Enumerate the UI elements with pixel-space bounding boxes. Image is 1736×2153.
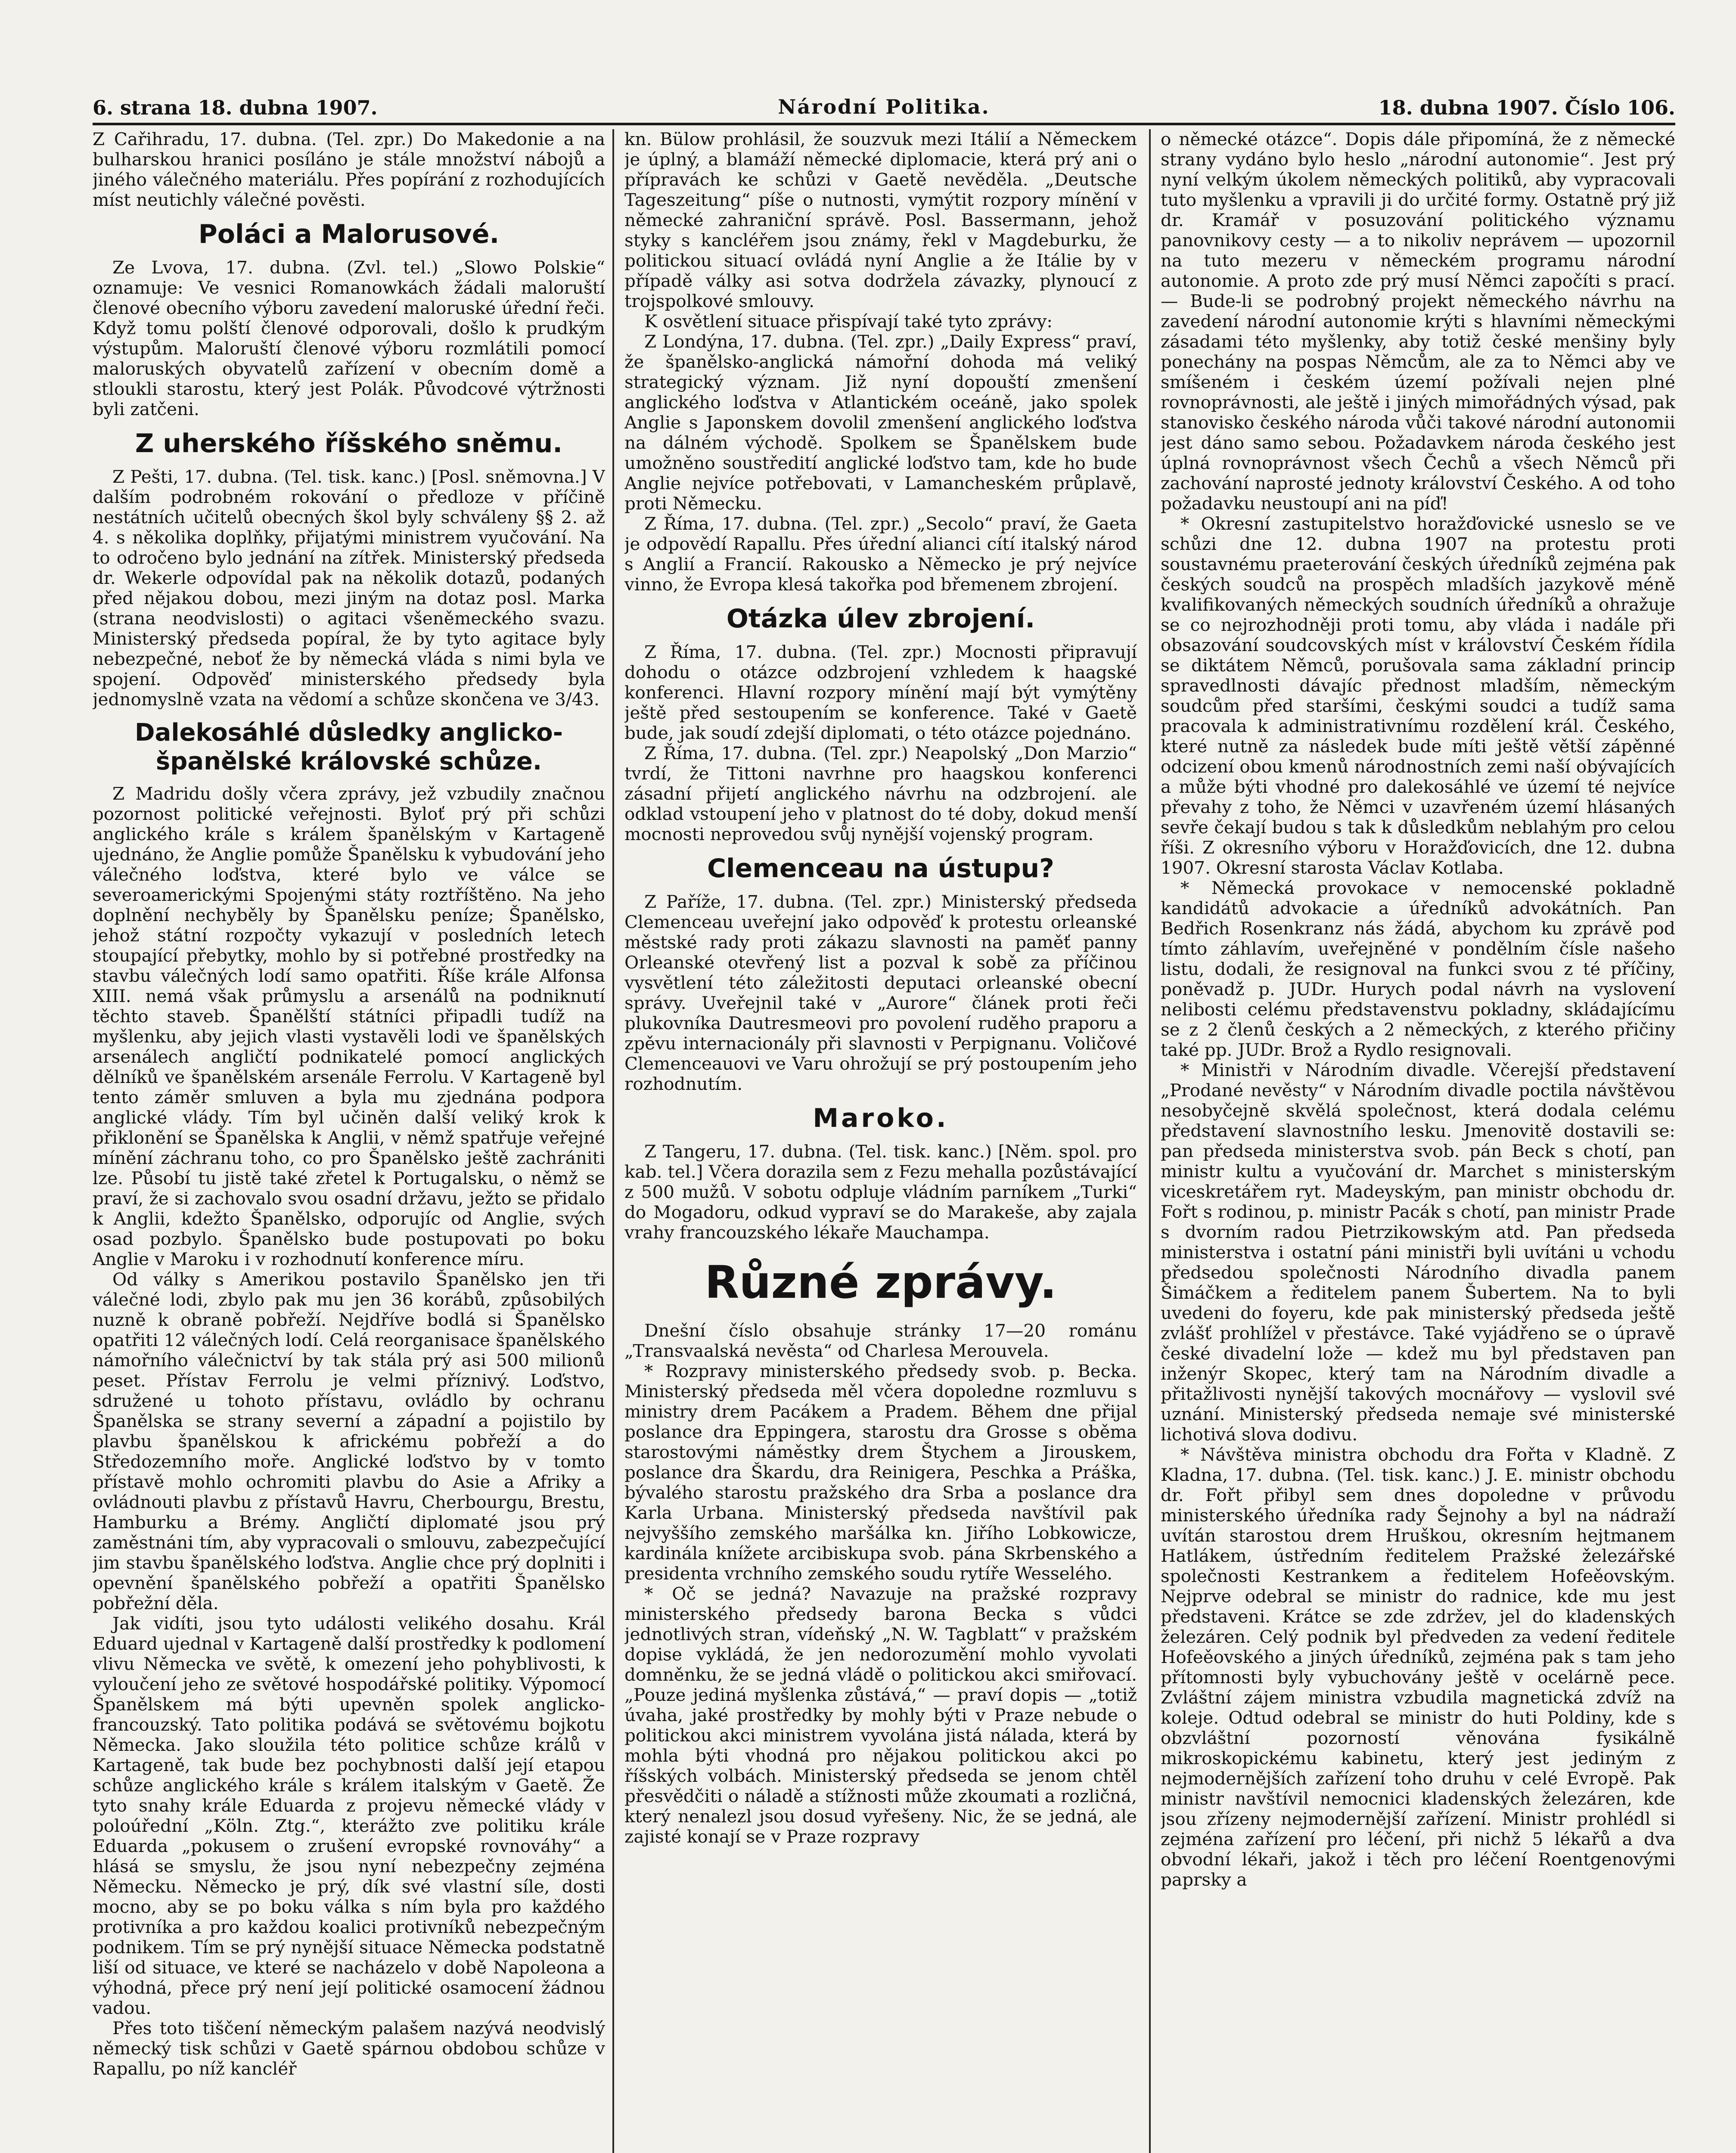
article-heading: Clemenceau na ústupu?	[707, 853, 1054, 884]
article-paragraph: Z Říma, 17. dubna. (Tel. zpr.) „Secolo“ praví, že Gaeta je odpovědí Rapallu. Přes úřední alianci cítí italský národ s Anglií a Francií. Rakousko a Německo je prý nejvíce vinno, že Evropa klesá takořka pod břemenem zbrojení.	[624, 513, 1137, 595]
article-paragraph: * Ministři v Národním divadle. Včerejší představení „Prodané nevěsty“ v Národním divadle poctila návštěvou nesobyčejně skvělá společnost, která dodala celému představení slavnostního lesku. Jmenovitě dostavili se: pan předseda ministerstva svob. pán Beck s chotí, pan ministr kultu a vyučování dr. Marchet s ministerským viceskretářem ryt. Madeyským, pan ministr obchodu dr. Fořt s rodinou, p. ministr Pacák s chotí, pan ministr Prade s dvorním radou Pietrzikowským atd. Pan předseda ministerstva i ostatní páni ministři byli uvítáni u vchodu předsedou společnosti Národního divadla panem Šimáčkem a ředitelem panem Šubertem. Na to byli uvedeni do foyeru, kde pak ministerský předseda ještě zvlášť prohlížel v přestávce. Také vyjádřeno se o úpravě české divadelní lože — kdež mu byl představen pan inženýr Skopec, který tam na Národním divadle a přitažlivosti nynější takových mocnářovy — vyslovil své uznání. Ministerský předseda nemaje své ministerské lichotivá slova dodivu.	[1161, 1060, 1675, 1445]
article-paragraph: * Rozpravy ministerského předsedy svob. p. Becka. Ministerský předseda měl včera dopoledne rozmluvu s ministry drem Pacákem a Pradem. Během dne přijal poslance dra Eppingera, starostu dra Grosse s oběma starostovými náměstky drem Štychem a Jirouskem, poslance dra Škardu, dra Reinigera, Peschka a Práška, bývalého starostu pražského dra Srba a poslance dra Karla Urbana. Ministerský předseda navštívil pak nejvyššího zemského maršálka kn. Jiřího Lobkowicze, kardinála knížete arcibiskupa svob. pána Skrbenského a presidenta vrchního zemského soudu rytíře Wesselého.	[624, 1360, 1137, 1584]
column-rule-1	[612, 129, 614, 2153]
page-header	[93, 93, 1675, 125]
article-paragraph: K osvětlení situace přispívají také tyto zprávy:	[644, 311, 1053, 332]
column-rule-2	[1149, 129, 1151, 2153]
article-paragraph: Z Madridu došly včera zprávy, jež vzbudily značnou pozornost politické veřejnosti. Byloť prý při schůzi anglického krále s králem španělským v Kartageně ujednáno, že Anglie pomůže Španělsku k vybudování jeho válečného loďstva, které bylo ve válce se severoamerickými Spojenými státy roztříštěno. Na jeho doplnění nechyběly by Španělsku peníze; Španělsko, jehož státní rozpočty vykazují v posledních letech stoupající přebytky, mohlo by si potřebné prostředky na stavbu válečných lodí samo opatřiti. Říše krále Alfonsa XIII. nemá však průmyslu a arsenálů na podniknutí těchto staveb. Španělští státníci připadli tudíž na myšlenku, aby jejich vlasti vystavěli lodi ve španělských arsenálech angličtí podnikatelé pomocí anglických dělníků ve španělském arsenále Ferrolu. V Kartageně byl tento záměr smluven a byla mu zjednána podpora anglické vlády. Tím byl učiněn další veliký krok k přiklonění se Španělska k Anglii, v němž spatřuje veřejné mínění záchranu toho, co pro Španělsko ještě zachrániti lze. Působí tu jistě také zřetel k Portugalsku, o němž se praví, že si zachovalo svou osadní državu, ježto se přidalo k Anglii, kdežto Španělsko, odporujíc od Anglie, svých osad pozbylo. Španělsko bude postupovati po boku Anglie v Maroku i v rozhodnutí konference míru.	[93, 783, 605, 1270]
article-heading: Dalekosáhlé důsledky anglicko-španělské královské schůze.	[135, 719, 563, 776]
header-page-date: 6. strana 18. dubna 1907.	[93, 96, 378, 119]
column-2	[624, 129, 1137, 2153]
article-paragraph: * Okresní zastupitelstvo horažďovické usneslo se ve schůzi dne 12. dubna 1907 na protestu proti soustavnému praeterování českých úředníků zejména pak českých soudců na prospěch mladších jazykově méně kvalifikovaných německých soudních úředníků a ohražuje se co nejrozhodněji proti tomu, aby vláda i nadále při obsazování soudcovských míst v království Českém řídila se diktátem Němců, porušovala sama základní princip spravedlnosti dávajíc přednost mladším, německým soudcům před staršími, českými soudci a tudíž sama pracovala k administrativnímu rozdělení král. Českého, které nutně za následek bude míti ještě větší zápěnné odcizení obou kmenů národnostních zemi naší obývajících a může býti vhodné pro dalekosáhlé ve území té nejvíce převahy z toho, že Němci v uzavřeném území hlásaných sevře čekají budou s tak k důsledkům neblahým pro celou říši. Z okresního výboru v Horažďovicích, dne 12. dubna 1907. Okresní starosta Václav Kotlaba.	[1161, 513, 1675, 878]
article-paragraph: Z Říma, 17. dubna. (Tel. zpr.) Neapolský „Don Marzio“ tvrdí, že Tittoni navrhne pro haagskou konferenci zásadní přijetí anglického návrhu na odzbrojení. ale odklad vstoupení jeho v platnost do té doby, dokud menší mocnosti neprovedou svůj nynější vojenský program.	[624, 743, 1137, 844]
article-paragraph: * Německá provokace v nemocenské pokladně kandidátů advokacie a úředníků advokátních. Pan Bedřich Rosenkranz nás žádá, abychom ku zprávě pod tímto záhlavím, uveřejněné v pondělním čísle našeho listu, dodali, že resignoval na funkci svou z té příčiny, poněvadž p. JUDr. Hurych podal návrh na vyslovení nelibosti celému představenstvu pokladny, skládajícímu se z 2 členů českých a 2 německých, z kterého přičiny také pp. JUDr. Brož a Rydlo resignovali.	[1161, 878, 1675, 1060]
section-heading: Různé zprávy.	[705, 1256, 1057, 1309]
header-issue-number: 18. dubna 1907. Číslo 106.	[1378, 96, 1675, 119]
article-paragraph: kn. Bülow prohlásil, že souzvuk mezi Itálií a Německem je úplný, a blamáží německé diplomacie, která prý ani o přípravách ke schůzi v Gaetě nevěděla. „Deutsche Tageszeitung“ píše o nutnosti, vymýtit rozpory mínění v německé zahraniční správě. Posl. Bassermann, jehož styky s kancléřem jsou známy, řekl v Magdeburku, že politickou situací ovládá nyní Anglie a že Itálie by v případě války asi sotva dodržela závazky, plynoucí z trojspolkové smlouvy.	[624, 129, 1137, 311]
article-paragraph: Jak vidíti, jsou tyto události velikého dosahu. Král Eduard ujednal v Kartageně další prostředky k podlomení vlivu Německa ve světě, k omezení jeho pohyblivosti, k vyloučení jeho ze světové hospodářské politiky. Výpomocí Španělskem má býti upevněn spolek anglicko-francouzský. Tato politika podává se světovému bojkotu Německa. Jako sloužila této politice schůze králů v Kartageně, tak bude bez pochybnosti další její etapou schůze anglického krále s králem italským v Gaetě. Že tyto snahy krále Eduarda z projevu německé vlády v poloúřední „Köln. Ztg.“, kterážto zve politiku krále Eduarda „pokusem o zrušení evropské rovnováhy“ a hlásá se smyslu, že jsou nyní nebezpečny zejména Německu. Německo je prý, dík své vlastní síle, dosti mocno, aby se po boku válka s ním byla pro každého protivníka a pro každou koalici protivníků nebezpečným podnikem. Tím se prý nynější situace Německa podstatně liší od situace, ve které se nacházelo v době Napoleona a výhodná, přece prý není její politické osamocení žádnou vadou.	[93, 1613, 605, 2019]
article-paragraph: Z Tangeru, 17. dubna. (Tel. tisk. kanc.) [Něm. spol. pro kab. tel.] Včera dorazila sem z Fezu mehalla pozůstávající z 500 mužů. V sobotu odpluje vládním parníkem „Turki“ do Mogadoru, odkud vypraví se do Marakeše, aby zajala vrahy francouzského lékaře Mauchampa.	[624, 1141, 1137, 1243]
article-heading: Z uherského říšského sněmu.	[135, 428, 563, 459]
article-paragraph: Z Londýna, 17. dubna. (Tel. zpr.) „Daily Express“ praví, že španělsko-anglická námořní dohoda má veliký strategický význam. Již nyní dopouští zmenšení anglického loďstva v Atlantickém oceáně, jako spolek Anglie s Japonskem dovolil zmenšení anglického loďstva na dálném východě. Spolkem se Španělskem bude umožněno soustředití anglické loďstvo tam, kde ho bude Anglie nejvíce potřebovati, v Lamancheském průplavě, proti Německu.	[624, 331, 1137, 514]
article-paragraph: Z Pešti, 17. dubna. (Tel. tisk. kanc.) [Posl. sněmovna.] V dalším podrobném rokování o předloze v příčině nestátních učitelů obecných škol byly schváleny §§ 2. až 4. s několika doplňky, přijatými ministrem vyučování. Na to odročeno bylo jednání na zítřek. Ministerský předseda dr. Wekerle odpovídal pak na několik dotazů, podaných před nějakou dobou, mezi jiným na dotaz posl. Marka (strana neodvislosti) o agitaci všeněmeckého svazu. Ministerský předseda popíral, že by tyto agitace byly nebezpečné, neboť že by německá vláda s nimi byla ve spojení. Odpověď ministerského předsedy byla jednomyslně vzata na vědomí a schůze skončena ve 3/43.	[93, 466, 605, 710]
article-heading: Maroko.	[813, 1103, 949, 1133]
header-masthead: Národní Politika.	[778, 95, 990, 118]
article-paragraph: Ze Lvova, 17. dubna. (Zvl. tel.) „Slowo Polskie“ oznamuje: Ve vesnici Romanowkách žádali maloruští členové obecního výboru zavedení maloruské úřední řeči. Když tomu polští členové odporovali, došlo k prudkým výstupům. Maloruští členové výboru rozmlátili pomocí maloruských obyvatelů zařízení v obecním domě a stloukli starostu, který jest Polák. Původcové výtržnosti byli zatčeni.	[93, 257, 605, 419]
article-paragraph: Z Paříže, 17. dubna. (Tel. zpr.) Ministerský předseda Clemenceau uveřejní jako odpověď k protestu orleanské městské rady proti zákazu slavnosti na paměť panny Orleanské otevřený list a pozval k sobě za příčinou vysvětlení této záležitosti deputaci orleanské obecní správy. Uveřejnil také v „Aurore“ článek proti řeči plukovníka Dautresmeovi pro povolení ruděho praporu a zpěvu internacionály při slavnosti v Perpignanu. Voličové Clemenceauovi ve Varu ohrožují se prý postoupením jeho rozhodnutím.	[624, 891, 1137, 1094]
article-paragraph: Přes toto tiščení německým palašem nazývá neodvislý německý tisk schůzi v Gaetě spárnou obdobou schůze v Rapallu, po níž kancléř	[93, 2018, 605, 2079]
article-paragraph: Z Říma, 17. dubna. (Tel. zpr.) Mocnosti připravují dohodu o otázce odzbrojení vzhledem k haagské konferenci. Hlavní rozpory mínění mají být vymýtěny ještě před sestoupením se konference. Také v Gaetě bude, jak soudí zdejší diplomati, o této otázce pojednáno.	[624, 642, 1137, 743]
article-heading: Otázka úlev zbrojení.	[726, 604, 1035, 634]
article-heading: Poláci a Malorusové.	[198, 219, 500, 249]
article-paragraph: Dnešní číslo obsahuje stránky 17—20 románu „Transvaalská nevěsta“ od Charlesa Merouvela.	[624, 1320, 1137, 1361]
column-1	[93, 129, 605, 2153]
article-paragraph: o německé otázce“. Dopis dále připomíná, že z německé strany vydáno bylo heslo „národní autonomie“. Jest prý nyní velkým úkolem německých politiků, aby vypracovali tuto myšlenku a vpravili ji do určité formy. Ostatně prý již dr. Kramář v posuzování politického významu panovnikovy cesty — a to nikoliv neprávem — upozornil na tuto mezeru v německém programu národní autonomie. A proto zde prý musí Němci započíti s prací. — Bude-li se podrobný projekt německého návrhu na zavedení národní autonomie krýti s hlavními německými zásadami této myšlenky, aby totiž české menšiny byly ponechány na pospas Němcům, ale za to Němci aby ve smíšeném i českém území požívali nejen plné rovnoprávnosti, ale ještě i jiných mimořádných výsad, pak stanovisko českého národa vůči takové národní autonomii jest dáno samo sebou. Požadavkem národa českého jest úplná rovnoprávnost všech Čechů a všech Němců při zachování naprosté jednoty království Českého. A od toho požadavku neustoupí ani na píď!	[1161, 129, 1675, 514]
article-paragraph: * Oč se jedná? Navazuje na pražské rozpravy ministerského předsedy barona Becka s vůdci jednotlivých stran, vídeňský „N. W. Tagblatt“ v pražském dopise vykládá, že jen nedorozumění mohlo vyvolati domněnku, že se jedná vládě o politickou akci smiřovací. „Pouze jediná myšlenka zůstává,“ — praví dopis — „totiž úvaha, jaké prostředky by mohly býti v Praze nebude o politickou akci ministrem vyvolána jistá nálada, která by mohla býti vhodná pro nějakou politickou akci po říšských volbách. Ministerský předseda se jenom chtěl přesvědčiti o náladě a stížnosti může zkoumati a rozličná, který nenalezl jsou dosud vyřešeny. Nic, že se jedná, ale zajisté konají se v Praze rozpravy	[624, 1583, 1137, 1847]
article-paragraph: * Návštěva ministra obchodu dra Fořta v Kladně. Z Kladna, 17. dubna. (Tel. tisk. kanc.) J. E. ministr obchodu dr. Fořt přibyl sem dnes dopoledne v průvodu ministerského úředníka rady Šejnohy a byl na nádraží uvítán starostou drem Hruškou, okresním hejtmanem Hatlákem, ústředním ředitelem Pražské železářské společnosti Kestrankem a ředitelem Hofeěovským. Nejprve odebral se ministr do radnice, kde mu jest představeni. Krátce se zde zdržev, jel do kladenských železáren. Celý podnik byl předveden za vedení ředitele Hofeěovského a jiných úředníků, zejména pak s tam jeho přítomnosti byly vybuchovány ještě v ocelárně pece. Zvláštní zájem ministra vzbudila magnetická zdvíž na koleje. Odtud odebral se ministr do huti Poldiny, kde s obzvláštní pozorností věnována fysikálně mikroskopickému kabinetu, který jest jediným z nejmodernějších zařízení toho druhu v celé Evropě. Pak ministr navštívil nemocnici kladenských železáren, kde jsou zřízeny nejmodernější zařízení. Ministr prohlédl si zejména zařízení pro léčení, při nichž 5 lékařů a dva obvodní lékaři, jakož i těch pro léčení Roentgenovými paprsky a	[1161, 1444, 1675, 1890]
column-3	[1161, 129, 1675, 2153]
article-paragraph: Z Cařihradu, 17. dubna. (Tel. zpr.) Do Makedonie a na bulharskou hranici posíláno je stále množství nábojů a jiného válečného materiálu. Přes popírání z rozhodujících míst neutichly válečné pověsti.	[93, 129, 605, 210]
article-paragraph: Od války s Amerikou postavilo Španělsko jen tři válečné lodi, zbylo pak mu jen 36 korábů, způsobilých nuzně k obraně pobřeží. Nejdříve bodlá si Španělsko opatřiti 12 válečných lodí. Celá reorganisace španělského námořního válečnictví by tak stála prý asi 500 milionů peset. Přístav Ferrolu je velmi příznivý. Loďstvo, sdružené u tohoto přístavu, ovládlo by ochranu Španělska se strany severní a západní a pojistilo by plavbu španělskou k africkému pobřeží a do Středozemního moře. Anglické loďstvo by v tomto přístavě mohlo ochromiti plavbu do Asie a Afriky a ovládnouti plavbu z přístavů Havru, Cherbourgu, Brestu, Hamburku a Brémy. Angličtí diplomaté jsou prý zaměstnáni tím, aby vypracovali o smlouvu, zabezpečující jim stavbu španělského loďstva. Anglie chce prý doplniti i opevnění španělského pobřeží a opatřiti Španělsko pobřežní děla.	[93, 1269, 605, 1614]
